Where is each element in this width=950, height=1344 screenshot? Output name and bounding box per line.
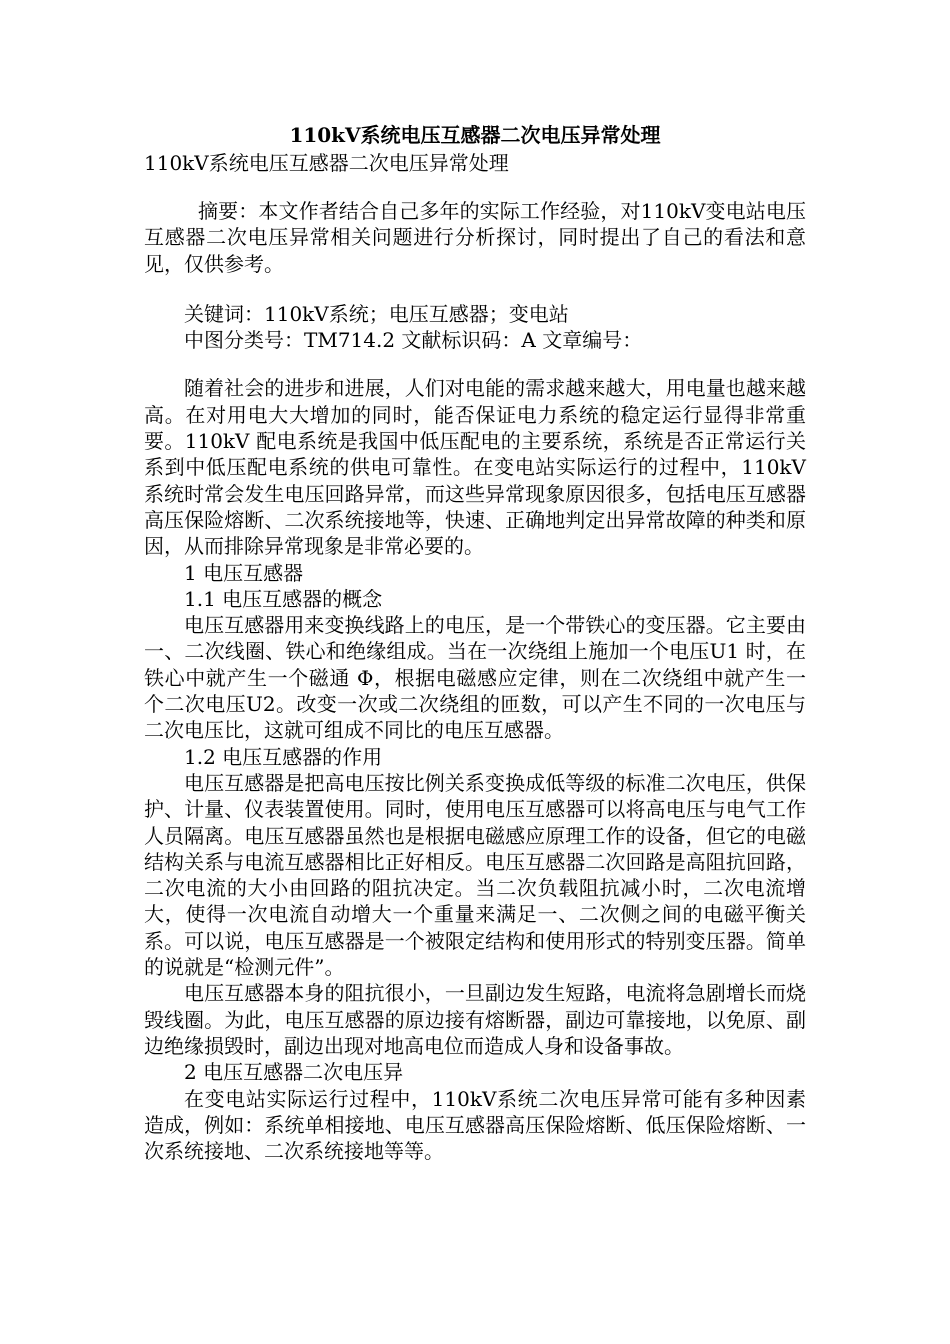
document-page: [144, 122, 806, 1164]
keywords-line: 关键词：110kV系统；电压互感器；变电站: [184, 301, 569, 326]
intro-paragraph: 随着社会的进步和进展，人们对电能的需求越来越大，用电量也越来越高。在对用电大大增加的同时，能否保证电力系统的稳定运行显得非常重要。110kV 配电系统是我国中低压配电的主要系统，系统是否正常运行关系到中低压配电系统的供电可靠性。在变电站实际运行的过程中，110kV 系统时常会发生电压回路异常，而这些异常现象原因很多，包括电压互感器高压保险熔断、二次系统接地等，快速、正确地判定出异常故障的种类和原因，从而排除异常现象是非常必要的。: [144, 376, 806, 559]
section-2-paragraph: 在变电站实际运行过程中，110kV系统二次电压异常可能有多种因素造成，例如：系统单相接地、电压互感器高压保险熔断、低压保险熔断、一次系统接地、二次系统接地等等。: [144, 1086, 806, 1164]
section-1-heading: 1 电压互感器: [184, 560, 304, 585]
document-subtitle: 110kV系统电压互感器二次电压异常处理: [144, 151, 509, 175]
section-1-1-heading: 1.1 电压互感器的概念: [184, 586, 383, 611]
section-1-2-paragraph-2: 电压互感器本身的阻抗很小，一旦副边发生短路，电流将急剧增长而烧毁线圈。为此，电压互感器的原边接有熔断器，副边可靠接地，以免原、副边绝缘损毁时，副边出现对地高电位而造成人身和设备事故。: [144, 981, 806, 1058]
document-title: 110kV系统电压互感器二次电压异常处理: [289, 123, 661, 147]
abstract-paragraph: 摘要：本文作者结合自己多年的实际工作经验，对110kV变电站电压互感器二次电压异常相关问题进行分析探讨，同时提出了自己的看法和意见，仅供参考。: [144, 199, 806, 276]
classification-line: 中图分类号：TM714.2 文献标识码：A 文章编号：: [184, 328, 643, 353]
section-1-2-paragraph-1: 电压互感器是把高电压按比例关系变换成低等级的标准二次电压，供保护、计量、仪表装置使用。同时，使用电压互感器可以将高电压与电气工作人员隔离。电压互感器虽然也是根据电磁感应原理工作的设备，但它的电磁结构关系与电流互感器相比正好相反。电压互感器二次回路是高阻抗回路，二次电流的大小由回路的阻抗决定。当二次负载阻抗减小时，二次电流增大，使得一次电流自动增大一个重量来满足一、二次侧之间的电磁平衡关系。可以说，电压互感器是一个被限定结构和使用形式的特别变压器。简单的说就是“检测元件”。: [144, 770, 806, 980]
section-1-1-paragraph: 电压互感器用来变换线路上的电压，是一个带铁心的变压器。它主要由一、二次线圈、铁心和绝缘组成。当在一次绕组上施加一个电压U1 时，在铁心中就产生一个磁通 Φ，根据电磁感应定律，则在二次绕组中就产生一个二次电压U2。改变一次或二次绕组的匝数，可以产生不同的一次电压与二次电压比，这就可组成不同比的电压互感器。: [144, 613, 806, 743]
metadata-block: [144, 301, 806, 354]
section-2-heading: 2 电压互感器二次电压异: [184, 1060, 404, 1085]
section-1-2-heading: 1.2 电压互感器的作用: [184, 744, 383, 769]
